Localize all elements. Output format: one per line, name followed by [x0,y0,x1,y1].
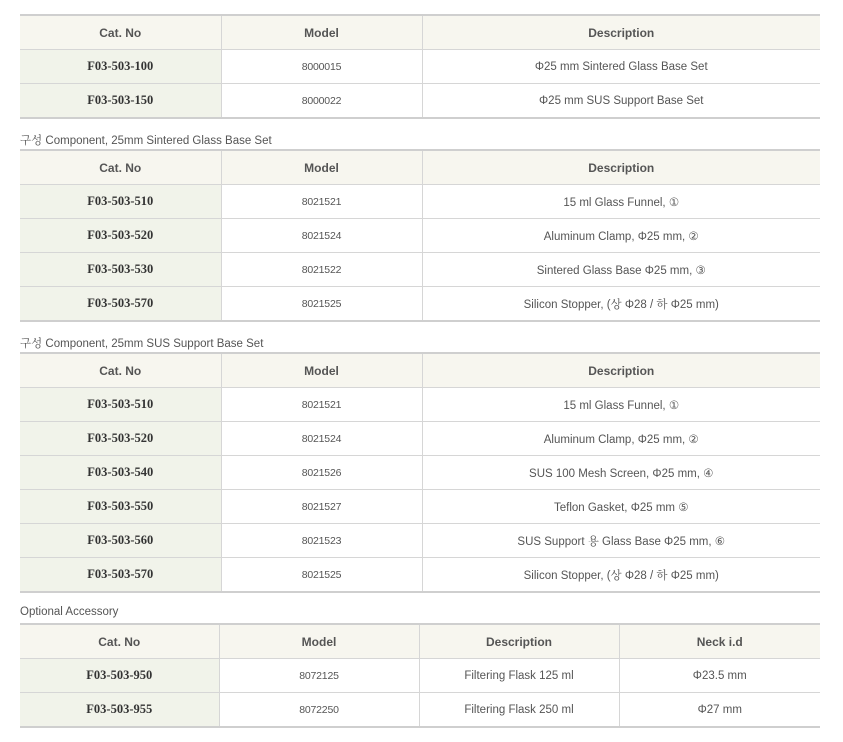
component-table-sintered-glass [20,149,820,322]
section-caption-sintered-glass: 구성 Component, 25mm Sintered Glass Base Set [20,135,272,147]
description-cell: Filtering Flask 250 ml [419,693,619,728]
table-row [20,84,820,119]
model-cell: 8021523 [221,524,422,558]
component-table-sus-support [20,352,820,593]
header-model: Model [221,353,422,388]
model-cell: 8000022 [221,84,422,119]
table-row [20,388,820,422]
model-cell: 8021521 [221,185,422,219]
description-cell: Silicon Stopper, (상 Φ28 / 하 Φ25 mm) [422,558,820,593]
description-cell: Φ25 mm SUS Support Base Set [422,84,820,119]
cat-no-cell: F03-503-550 [20,490,221,524]
cat-no-cell: F03-503-520 [20,219,221,253]
table-row [20,185,820,219]
description-cell: Aluminum Clamp, Φ25 mm, ② [422,422,820,456]
header-description: Description [422,150,820,185]
cat-no-cell: F03-503-560 [20,524,221,558]
model-cell: 8021525 [221,558,422,593]
cat-no-cell: F03-503-510 [20,185,221,219]
header-description: Description [422,353,820,388]
model-cell: 8021524 [221,219,422,253]
header-model: Model [219,624,419,659]
table-header-row [20,15,820,50]
cat-no-cell: F03-503-570 [20,558,221,593]
table-row [20,253,820,287]
table-header-row [20,624,820,659]
cat-no-cell: F03-503-540 [20,456,221,490]
cat-no-cell: F03-503-520 [20,422,221,456]
table-row [20,287,820,322]
model-cell: 8021521 [221,388,422,422]
description-cell: Φ25 mm Sintered Glass Base Set [422,50,820,84]
table-row [20,659,820,693]
description-cell: SUS 100 Mesh Screen, Φ25 mm, ④ [422,456,820,490]
section-caption-sus-support: 구성 Component, 25mm SUS Support Base Set [20,338,264,350]
header-cat-no: Cat. No [20,624,219,659]
table-row [20,524,820,558]
model-cell: 8072250 [219,693,419,728]
description-cell: Aluminum Clamp, Φ25 mm, ② [422,219,820,253]
header-model: Model [221,15,422,50]
cat-no-cell: F03-503-150 [20,84,221,119]
table-header-row [20,353,820,388]
table-row [20,456,820,490]
description-cell: Filtering Flask 125 ml [419,659,619,693]
cat-no-cell: F03-503-100 [20,50,221,84]
model-cell: 8072125 [219,659,419,693]
description-cell: Silicon Stopper, (상 Φ28 / 하 Φ25 mm) [422,287,820,322]
model-cell: 8021522 [221,253,422,287]
header-neck-id: Neck i.d [619,624,820,659]
description-cell: SUS Support 용 Glass Base Φ25 mm, ⑥ [422,524,820,558]
description-cell: Teflon Gasket, Φ25 mm ⑤ [422,490,820,524]
table-row [20,558,820,593]
section-caption-optional-accessory: Optional Accessory [20,606,119,618]
table-row [20,693,820,728]
header-cat-no: Cat. No [20,353,221,388]
cat-no-cell: F03-503-570 [20,287,221,322]
cat-no-cell: F03-503-510 [20,388,221,422]
product-table-sets [20,14,820,119]
description-cell: 15 ml Glass Funnel, ① [422,388,820,422]
cat-no-cell: F03-503-955 [20,693,219,728]
cat-no-cell: F03-503-950 [20,659,219,693]
model-cell: 8021524 [221,422,422,456]
table-header-row [20,150,820,185]
description-cell: Sintered Glass Base Φ25 mm, ③ [422,253,820,287]
model-cell: 8021525 [221,287,422,322]
neck-id-cell: Φ27 mm [619,693,820,728]
model-cell: 8021526 [221,456,422,490]
cat-no-cell: F03-503-530 [20,253,221,287]
description-cell: 15 ml Glass Funnel, ① [422,185,820,219]
table-row [20,219,820,253]
accessory-table [20,623,820,728]
header-description: Description [419,624,619,659]
header-cat-no: Cat. No [20,150,221,185]
neck-id-cell: Φ23.5 mm [619,659,820,693]
header-description: Description [422,15,820,50]
header-model: Model [221,150,422,185]
table-row [20,50,820,84]
table-row [20,490,820,524]
table-row [20,422,820,456]
model-cell: 8021527 [221,490,422,524]
header-cat-no: Cat. No [20,15,221,50]
model-cell: 8000015 [221,50,422,84]
